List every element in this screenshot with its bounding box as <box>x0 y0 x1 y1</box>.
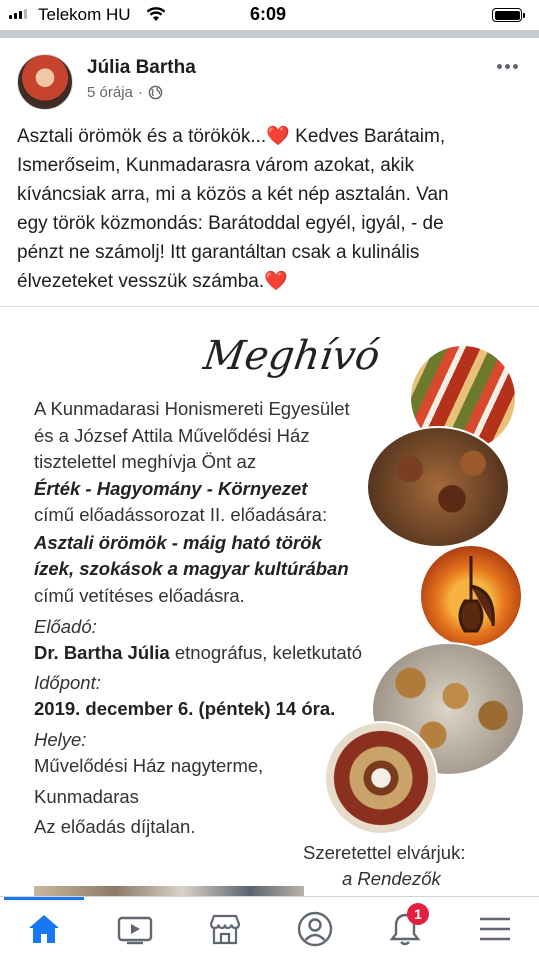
author-avatar[interactable] <box>17 54 73 110</box>
author-name[interactable]: Júlia Bartha <box>87 57 196 78</box>
post-line: Ismerőseim, Kunmadarasra várom azokat, akik <box>17 155 415 176</box>
series-title: Érték - Hagyomány - Környezet <box>34 478 308 499</box>
post-text <box>17 122 522 296</box>
hookah-icon <box>421 546 521 646</box>
closing-signature: a Rendezők <box>342 868 441 889</box>
invitation-line: és a József Attila Művelődési Ház <box>34 425 310 446</box>
place-label: Helye: <box>34 729 87 750</box>
battery-icon <box>492 8 522 22</box>
meta-separator: · <box>137 84 143 101</box>
place-line: Művelődési Ház nagyterme, <box>34 755 264 776</box>
profile-icon <box>297 911 333 947</box>
tea-set-photo <box>324 721 438 835</box>
presenter-role: etnográfus, keletkutató <box>169 642 363 663</box>
time-value: 2019. december 6. (péntek) 14 óra. <box>34 698 336 719</box>
post-line: élvezeteket vesszük számba.❤️ <box>17 271 288 292</box>
tab-profile[interactable] <box>293 907 337 951</box>
signal-strength-icon <box>9 9 27 19</box>
carrier-name: Telekom HU <box>38 5 131 24</box>
talk-title: ízek, szokások a magyar kultúrában <box>34 558 349 579</box>
globe-icon <box>148 85 163 100</box>
baklava-photo <box>366 426 510 548</box>
invitation-line: című vetítéses előadásra. <box>34 585 245 606</box>
heart-emoji: ❤️ <box>264 271 288 292</box>
post-image-invitation[interactable] <box>0 308 539 896</box>
tab-notifications[interactable] <box>383 907 427 951</box>
status-time: 6:09 <box>250 4 287 24</box>
presenter-label: Előadó: <box>34 616 97 637</box>
tab-menu[interactable] <box>473 907 517 951</box>
time-label: Időpont: <box>34 672 101 693</box>
home-icon <box>26 912 62 946</box>
wifi-icon <box>145 5 167 23</box>
marketplace-icon <box>207 912 243 946</box>
invitation-line: tisztelettel meghívja Önt az <box>34 451 257 472</box>
free-entry: Az előadás díjtalan. <box>34 816 196 837</box>
post-time[interactable]: 5 órája <box>87 84 133 101</box>
bottom-tab-bar <box>0 896 539 960</box>
post-line: pénzt ne számolj! Itt garantáltan csak a kulinális <box>17 242 420 263</box>
next-image-preview <box>34 886 304 896</box>
menu-icon <box>478 915 512 943</box>
post-line: egy török közmondás: Barátoddal egyél, igyál, - de <box>17 213 444 234</box>
tab-marketplace[interactable] <box>203 907 247 951</box>
status-bar <box>0 0 539 30</box>
active-tab-indicator <box>4 897 84 900</box>
feed-separator <box>0 30 539 38</box>
tab-watch[interactable] <box>113 907 157 951</box>
place-line: Kunmadaras <box>34 786 139 807</box>
talk-title: Asztali örömök - máig ható török <box>34 532 322 553</box>
invitation-title: Meghívó <box>200 333 383 379</box>
invitation-line: című előadássorozat II. előadására: <box>34 504 328 525</box>
tab-home[interactable] <box>22 907 66 951</box>
heart-emoji: ❤️ <box>266 126 290 147</box>
post-meta <box>87 84 163 101</box>
notification-badge: 1 <box>407 903 429 925</box>
presenter-name: Dr. Bartha Júlia <box>34 642 170 663</box>
video-icon <box>117 913 153 945</box>
post-options-button[interactable] <box>497 64 518 69</box>
post-line: kíváncsiak arra, mi a közös a két nép asztalán. Van <box>17 184 449 205</box>
text-image-divider <box>0 306 539 307</box>
post-line: Asztali örömök és a törökök...❤️ Kedves Barátaim, <box>17 126 446 147</box>
invitation-line: A Kunmadarasi Honismereti Egyesület <box>34 398 350 419</box>
presenter-line <box>34 642 362 664</box>
closing-line: Szeretettel elvárjuk: <box>303 842 466 863</box>
hookah-photo <box>419 544 523 648</box>
